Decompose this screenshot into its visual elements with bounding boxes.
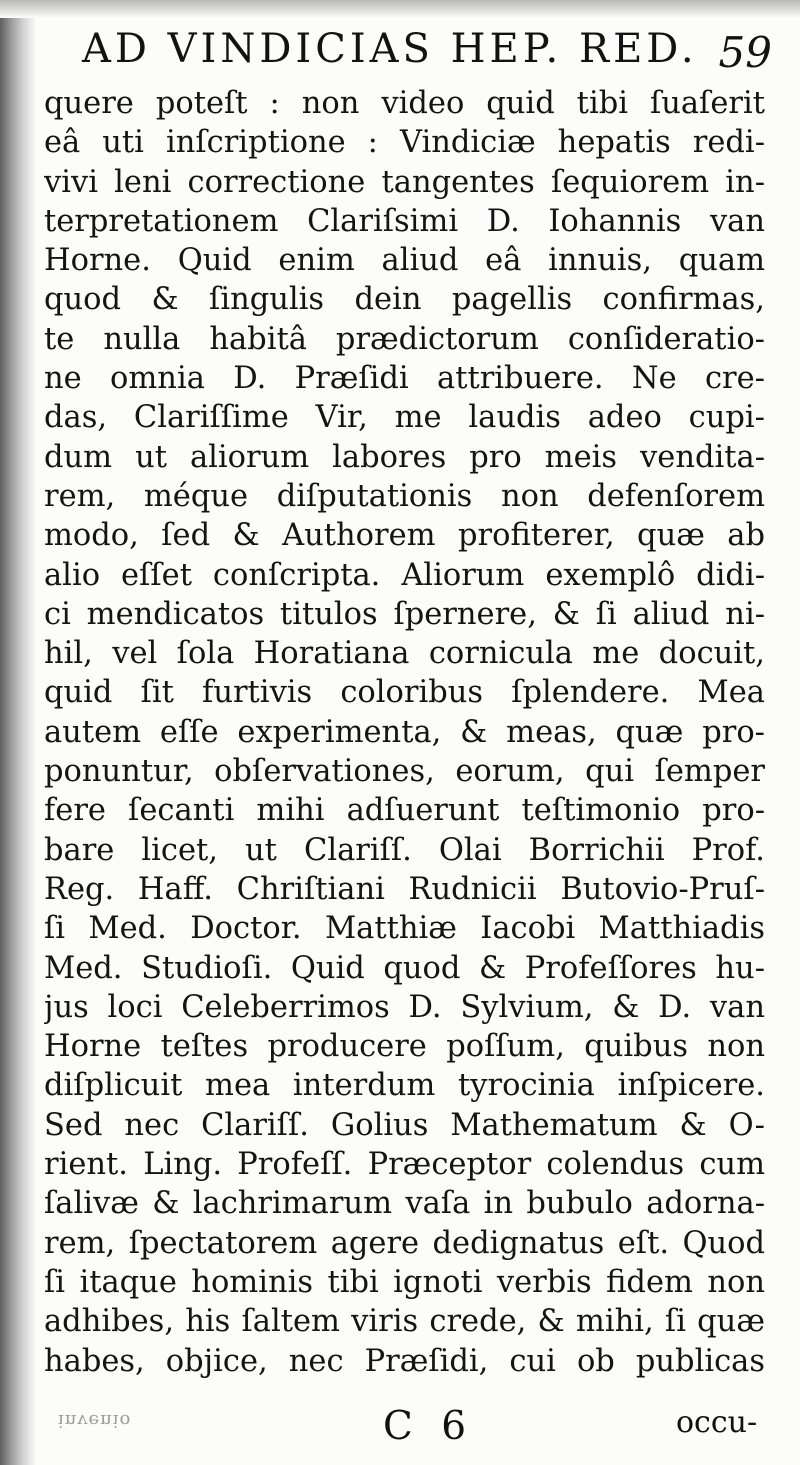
- text-line: das, Clariſſime Vir, me laudis adeo cupi-: [44, 400, 765, 436]
- body-text: [44, 84, 765, 1381]
- text-line: ſi Med. Doctor. Matthiæ Iacobi Matthiadis: [44, 911, 765, 947]
- show-through-text: invenio: [58, 1410, 132, 1431]
- text-line: quid ſit furtivis coloribus ſplendere. Mea: [44, 675, 765, 711]
- text-line: te nulla habitâ prædictorum conſideratio-: [44, 321, 765, 357]
- text-line: autem eſſe experimenta, & meas, quæ pro-: [44, 714, 765, 750]
- text-line: eâ uti inſcriptione : Vindiciæ hepatis redi-: [44, 125, 765, 161]
- text-line: rem, méque diſputationis non defenſorem: [44, 478, 765, 514]
- text-line: quere poteſt : non video quid tibi ſuaſerit: [44, 86, 765, 121]
- page-gutter-shadow: [0, 0, 36, 1465]
- catchword: occu-: [676, 1405, 758, 1440]
- text-line: ci mendicatos titulos ſpernere, & ſi aliud ni-: [44, 596, 765, 632]
- running-head: AD VINDICIAS HEP. RED.: [82, 26, 698, 72]
- text-line: bare licet, ut Clariſſ. Olai Borrichii Prof.: [44, 832, 765, 868]
- page-number: 59: [718, 28, 772, 77]
- signature-mark: C 6: [383, 1404, 475, 1449]
- text-line: terpretationem Clariſsimi D. Iohannis van: [44, 203, 765, 239]
- text-line: adhibes, his ſaltem viris crede, & mihi, ſi quæ: [44, 1304, 765, 1340]
- text-line: habes, objice, nec Præſidi, cui ob publicas: [44, 1343, 765, 1379]
- text-line: Reg. Haff. Chriſtiani Rudnicii Butovio-Pruſ-: [44, 871, 765, 907]
- text-line: Horne teſtes producere poſſum, quibus non: [44, 1029, 765, 1065]
- text-line: Horne. Quid enim aliud eâ innuis, quam: [44, 243, 765, 279]
- text-line: Sed nec Clariſſ. Golius Mathematum & O-: [44, 1107, 765, 1143]
- text-line: hil, vel ſola Horatiana cornicula me docuit,: [44, 636, 765, 672]
- text-line: jus loci Celeberrimos D. Sylvium, & D. van: [44, 989, 765, 1025]
- text-line: quod & ſingulis dein pagellis confirmas,: [44, 282, 765, 318]
- text-line: ſi itaque hominis tibi ignoti verbis fidem non: [44, 1264, 765, 1300]
- text-line: vivi leni correctione tangentes ſequiorem in-: [44, 164, 765, 200]
- text-line: ponuntur, obſervationes, eorum, qui ſemper: [44, 754, 765, 790]
- text-line: dum ut aliorum labores pro meis vendita-: [44, 439, 765, 475]
- text-line: diſplicuit mea interdum tyrocinia inſpicere.: [44, 1068, 765, 1104]
- text-line: ſalivæ & lachrimarum vaſa in bubulo adorna-: [44, 1186, 765, 1222]
- text-line: alio eſſet conſcripta. Aliorum exemplô didi-: [44, 557, 765, 593]
- text-line: modo, ſed & Authorem profiterer, quæ ab: [44, 518, 765, 554]
- page-header: [82, 16, 772, 84]
- text-line: fere ſecanti mihi adſuerunt teſtimonio pro-: [44, 793, 765, 829]
- text-line: ne omnia D. Præſidi attribuere. Ne cre-: [44, 361, 765, 397]
- text-line: rient. Ling. Profeſſ. Præceptor colendus cum: [44, 1147, 765, 1183]
- text-line: rem, ſpectatorem agere dedignatus eſt. Quod: [44, 1225, 765, 1261]
- text-line: Med. Studioſi. Quid quod & Profeſſores hu-: [44, 950, 765, 986]
